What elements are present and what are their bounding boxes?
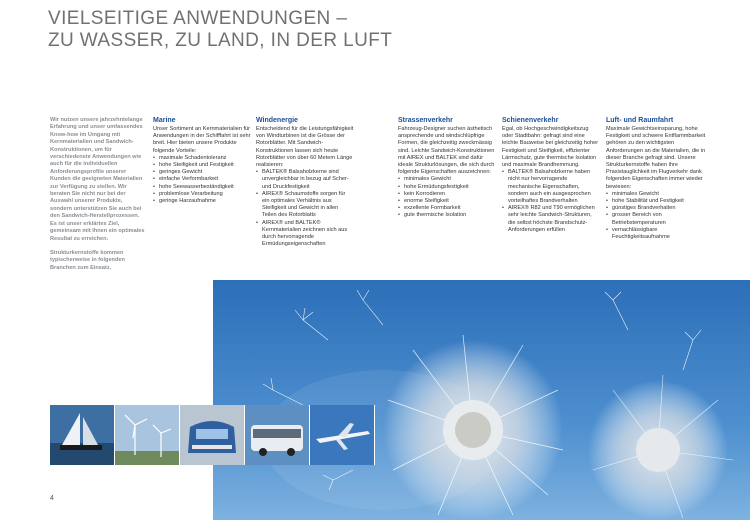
page-number: 4 bbox=[50, 495, 54, 502]
wind-turbines-thumbnail bbox=[115, 405, 180, 465]
column-heading: Schienenverkehr bbox=[502, 117, 559, 124]
intro-paragraph: Strukturkernstoffe kommen typischerweise in folgenden Branchen zum Einsatz. bbox=[50, 249, 125, 271]
airplane-thumbnail bbox=[310, 405, 375, 465]
bullet-item: • maximale Schadentoleranz bbox=[153, 155, 251, 162]
page-title bbox=[48, 8, 392, 52]
bullet-item: • hohe Ermüdungsfestigkeit bbox=[398, 184, 496, 191]
column-text: Unser Sortiment an Kernmaterialien für Anwendungen in der Schifffahrt ist sehr breit. Hier bieten unsere Produkte folgende Vorteile: bbox=[153, 126, 251, 154]
title-line-2: ZU WASSER, ZU LAND, IN DER LUFT bbox=[48, 30, 393, 51]
bullet-list bbox=[153, 155, 251, 205]
bullet-list bbox=[606, 191, 706, 241]
thumbnail-strip bbox=[50, 405, 375, 465]
bullet-item: • AIREX® Schaumstoffe sorgen für ein optimales Verhältnis aus Steifigkeit und Gewicht in allen Teilen des Rotorblatts bbox=[256, 191, 354, 220]
column-luft-und-raumfahrt bbox=[606, 117, 706, 241]
dandelion-photo bbox=[213, 280, 750, 520]
bullet-list bbox=[256, 169, 354, 248]
bullet-item: • geringe Harzaufnahme bbox=[153, 198, 251, 205]
bullet-item: • gute thermische Isolation bbox=[398, 212, 496, 219]
bullet-item: • vernachlässigbare Feuchtigkeitsaufnahme bbox=[606, 227, 706, 241]
column-heading: Marine bbox=[153, 117, 176, 124]
bullet-item: • minimales Gewicht bbox=[606, 191, 706, 198]
bullet-item: • BALTEK® Balsaholzkerne sind unvergleichbar in bezug auf Scher- und Druckfestigkeit bbox=[256, 169, 354, 191]
column-text: Egal, ob Hochgeschwindigkeitszug oder Stadtbahn: gefragt sind eine leichte Bauweise bei gleichzeitig hoher Festigkeit und Steifigkeit, effizienter Lärmschutz, gute thermische Isolation und maximale Brandhemmung. bbox=[502, 126, 599, 169]
bullet-list bbox=[398, 176, 496, 219]
bullet-item: • hohe Stabilität und Festigkeit bbox=[606, 198, 706, 205]
bullet-item: • problemlose Verarbeitung bbox=[153, 191, 251, 198]
bullet-item: • grosser Bereich von Betriebstemperaturen bbox=[606, 212, 706, 226]
intro-text bbox=[50, 117, 145, 279]
bullet-item: • hohe Steifigkeit und Festigkeit bbox=[153, 162, 251, 169]
bullet-item: • enorme Steifigkeit bbox=[398, 198, 496, 205]
column-heading: Windenergie bbox=[256, 117, 298, 124]
bullet-item: • AIREX® R82 und T90 ermöglichen sehr leichte Sandwich-Strukturen, die selbst höchste Brandschutz-Anforderungen erfüllen bbox=[502, 205, 600, 234]
bullet-item: • exzellente Formbarkeit bbox=[398, 205, 496, 212]
column-heading: Strassenverkehr bbox=[398, 117, 453, 124]
intro-paragraph: Wir nutzen unsere jahrzehntelange Erfahrung und unser umfassendes Know-how im Umgang mit Kernmaterialien und Sandwich-Konstruktionen, um für verschiedenste Anwendungen wie auch für die individuellen Anforderungsprofile unserer Kunden die geeigneten Materialien zur Verfügung zu stellen. Wir beraten Sie nicht nur bei der Auswahl unserer Produkte, sondern unterstützen Sie auch bei den Sandwich-Herstellprozessen. Es ist unser erklärtes Ziel, gemeinsam mit Ihnen ein optimales Resultat zu erreichen. bbox=[50, 117, 145, 242]
bullet-item: • günstiges Brandverhalten bbox=[606, 205, 706, 212]
bullet-item: • einfache Verformbarkeit bbox=[153, 176, 251, 183]
column-windenergie bbox=[256, 117, 354, 248]
title-line-1: VIELSEITIGE ANWENDUNGEN – bbox=[48, 8, 348, 29]
bullet-item: • minimales Gewicht bbox=[398, 176, 496, 183]
column-strassenverkehr bbox=[398, 117, 496, 220]
column-text: Maximale Gewichtseinsparung, hohe Festigkeit und schwere Entflammbarkeit gehören zu den wichtigsten Anforderungen an die Materialien, die in dieser Branche gefragt sind. Unsere Strukturkernstoffe haben ihre Praxistauglichkeit im Flugverkehr dank folgenden Eigenschaften immer wieder bewiesen: bbox=[606, 126, 706, 190]
column-marine bbox=[153, 117, 251, 205]
sailboat-thumbnail bbox=[50, 405, 115, 465]
bullet-item: • geringes Gewicht bbox=[153, 169, 251, 176]
bullet-item: • kein Korrodieren bbox=[398, 191, 496, 198]
column-schienenverkehr bbox=[502, 117, 600, 234]
bullet-list bbox=[502, 169, 600, 234]
column-heading: Luft- und Raumfahrt bbox=[606, 117, 674, 124]
bullet-item: • hohe Seewasserbeständigkeit bbox=[153, 184, 251, 191]
column-text: Fahrzeug-Designer suchen ästhetisch ansprechende und windschlüpfrige Formen, die gleichzeitig zweckmässig sind. Leichte Sandwich-Konstruktionen mit AIREX und BALTEK sind dafür ideale Strukturlösungen, die sich durch folgende Eigenschaften auszeichnen: bbox=[398, 126, 495, 176]
bullet-item: • AIREX® und BALTEK® Kernmaterialien zeichnen sich aus durch hervorragende Ermüdungseigenschaften bbox=[256, 220, 354, 249]
column-text: Entscheidend für die Leistungsfähigkeit von Windturbinen ist die Grösse der Rotorblätter. Mit Sandwich-Konstruktionen lassen sich heute Rotorblätter von über 60 Metern Länge realisieren: bbox=[256, 126, 354, 169]
train-thumbnail bbox=[180, 405, 245, 465]
bus-thumbnail bbox=[245, 405, 310, 465]
bullet-item: • BALTEK® Balsaholzkerne haben nicht nur hervorragende mechanische Eigenschaften, sondern auch ein ausgesprochen vorteilhaftes Brandverhalten bbox=[502, 169, 600, 205]
